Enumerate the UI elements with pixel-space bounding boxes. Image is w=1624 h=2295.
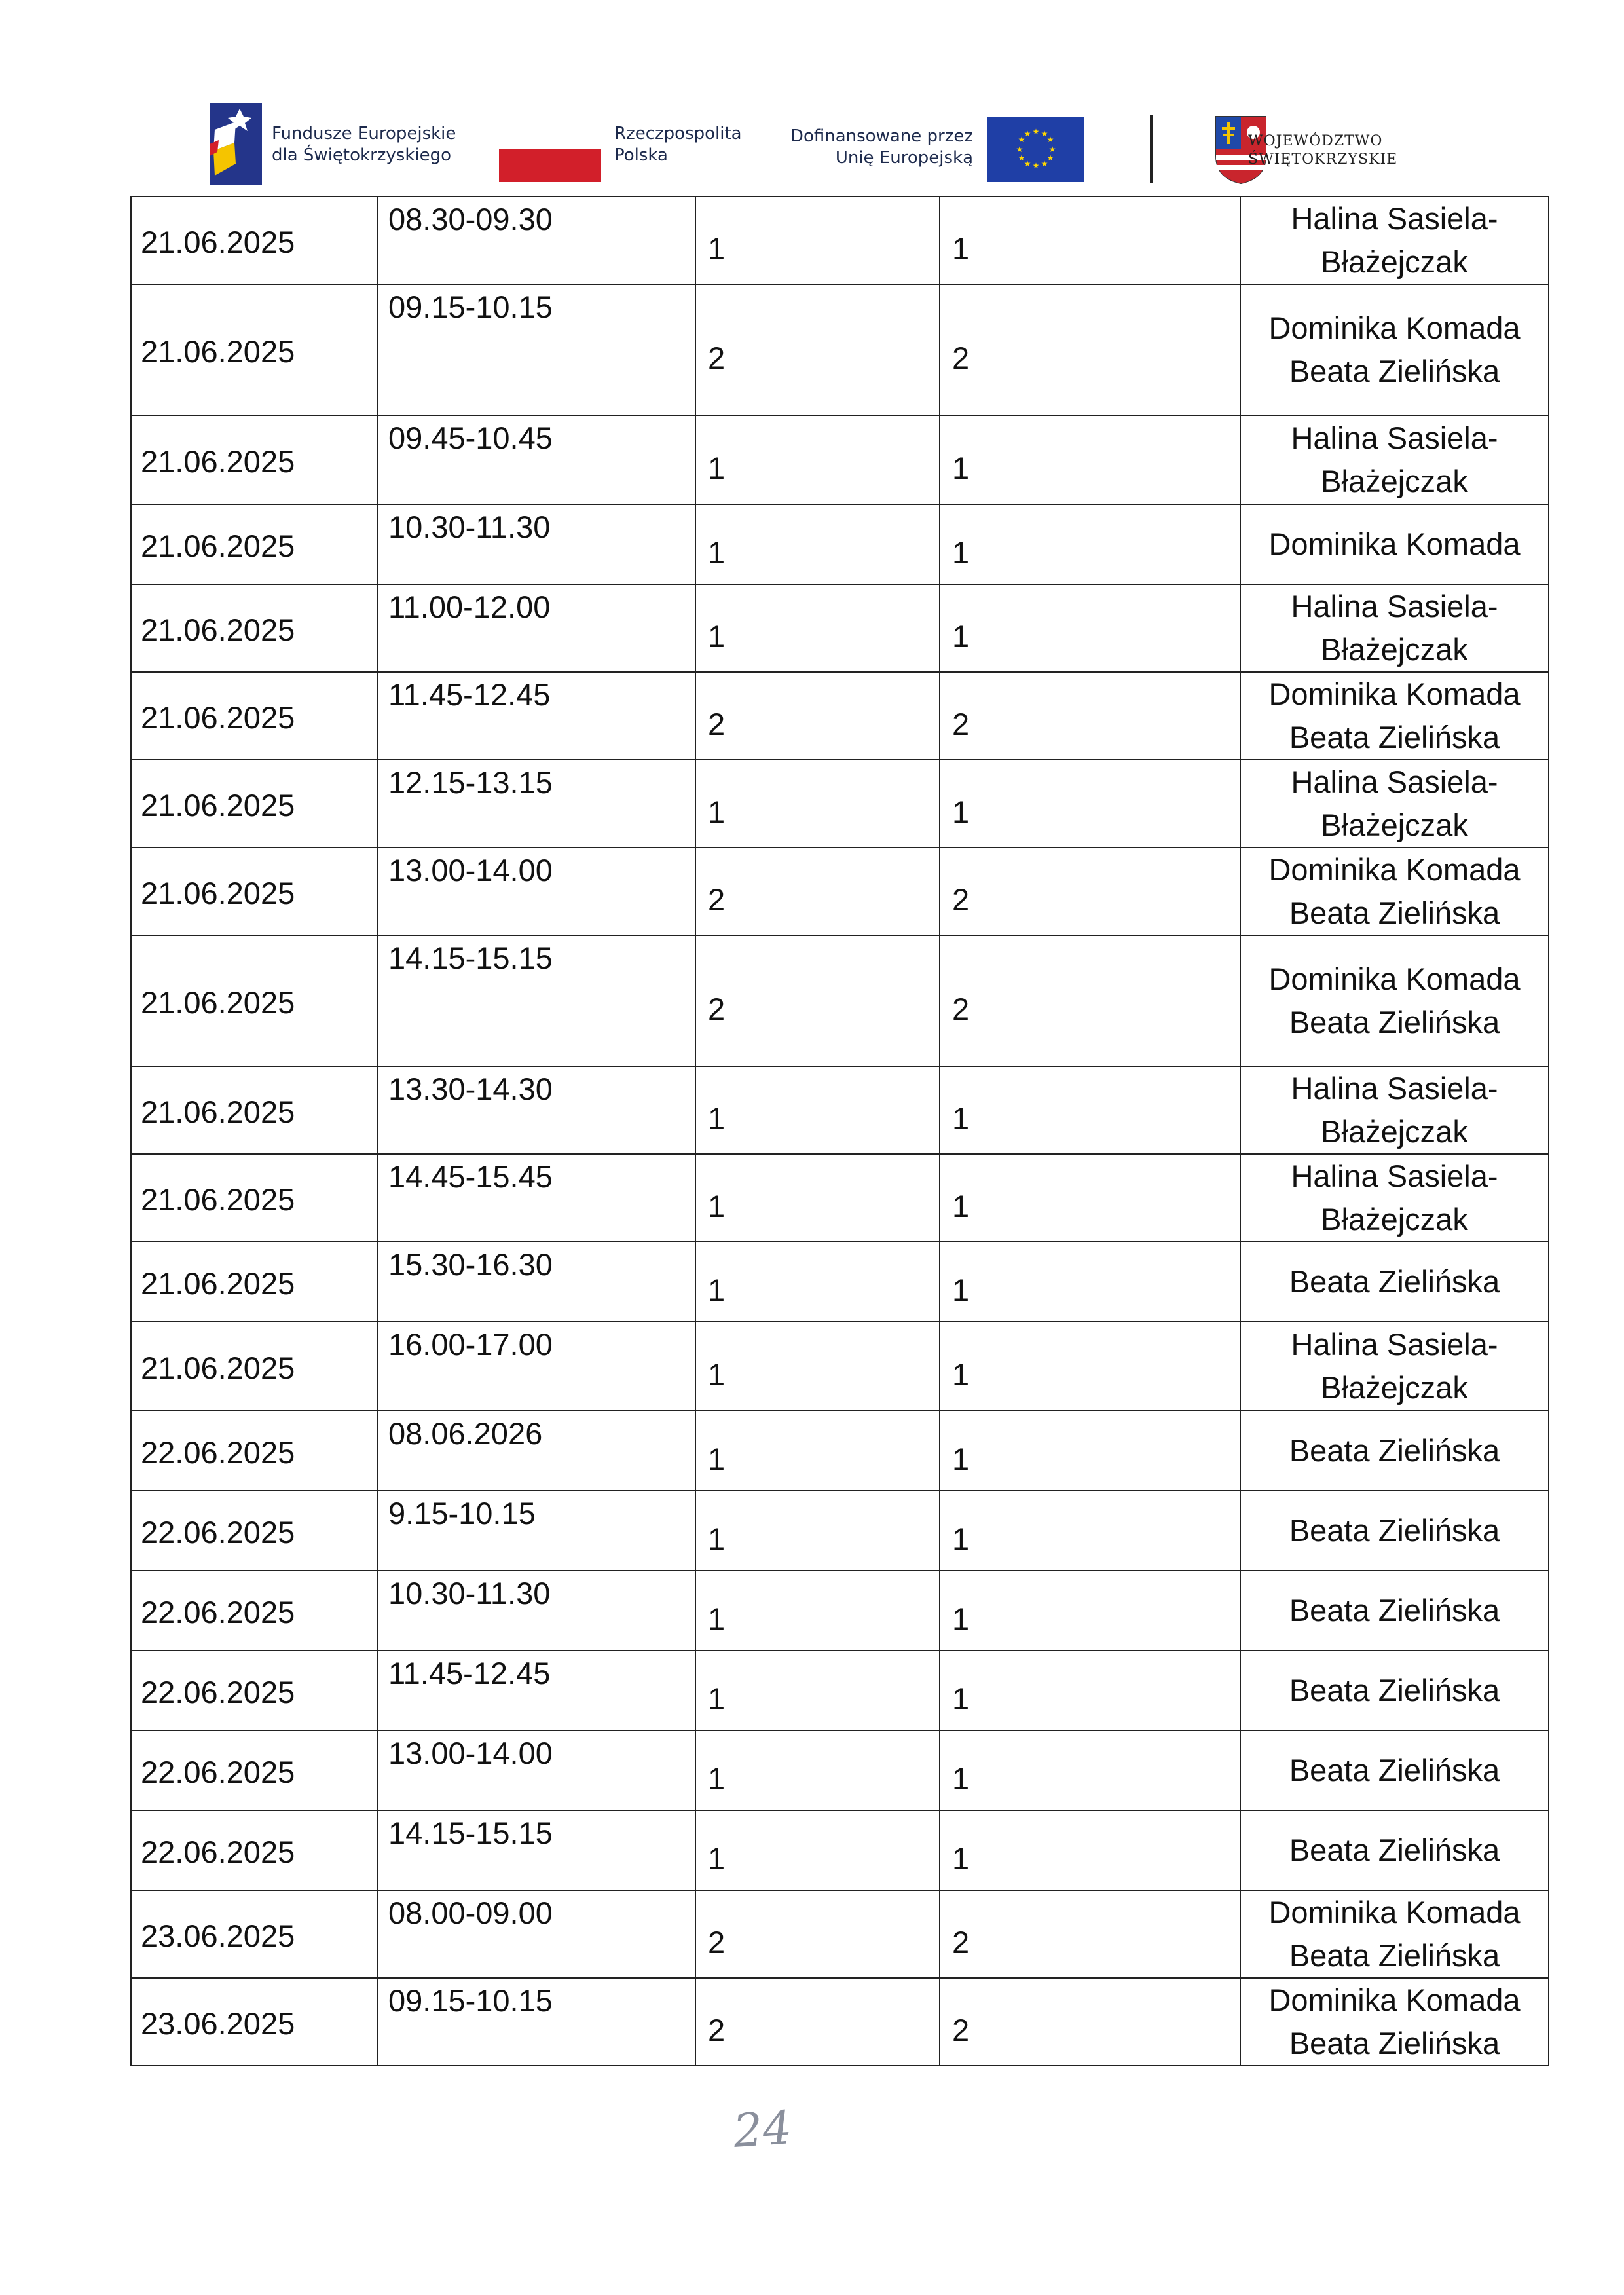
staff-name-line1: Halina Sasiela- — [1291, 764, 1498, 799]
count-b-text: 1 — [952, 1188, 970, 1223]
count-a-text: 1 — [708, 1681, 726, 1716]
table-row — [131, 415, 1549, 504]
count-a-text: 2 — [708, 882, 726, 917]
time-text: 14.45-15.45 — [388, 1159, 553, 1194]
date-text: 22.06.2025 — [141, 1674, 295, 1709]
staff-name-line1: Dominika Komada — [1268, 310, 1521, 345]
time-cell — [377, 196, 695, 284]
count-b-cell — [940, 1571, 1240, 1651]
staff-name-line1: Beata Zielińska — [1289, 1833, 1500, 1867]
count-a-cell — [695, 672, 940, 760]
staff-cell — [1240, 415, 1549, 504]
ue-line2: Unię Europejską — [835, 147, 973, 168]
staff-cell — [1240, 1978, 1549, 2066]
time-text: 11.45-12.45 — [388, 677, 551, 712]
count-a-cell — [695, 935, 940, 1066]
date-text: 21.06.2025 — [141, 1094, 295, 1129]
date-cell — [131, 1154, 377, 1242]
staff-name-line1: Beata Zielińska — [1289, 1593, 1500, 1628]
count-b-text: 2 — [952, 2012, 970, 2047]
count-a-cell — [695, 1322, 940, 1411]
count-a-cell — [695, 760, 940, 848]
count-a-cell — [695, 848, 940, 935]
time-text: 16.00-17.00 — [388, 1327, 553, 1362]
count-b-cell — [940, 196, 1240, 284]
svg-text:★: ★ — [1016, 145, 1024, 154]
table-row — [131, 935, 1549, 1066]
table-row — [131, 1066, 1549, 1154]
schedule-body — [131, 196, 1549, 2066]
count-b-text: 1 — [952, 1521, 970, 1556]
count-b-cell — [940, 1066, 1240, 1154]
count-a-text: 2 — [708, 340, 726, 375]
count-a-text: 1 — [708, 1272, 726, 1307]
count-b-cell — [940, 584, 1240, 672]
date-cell — [131, 672, 377, 760]
table-row — [131, 848, 1549, 935]
date-cell — [131, 1978, 377, 2066]
count-a-cell — [695, 504, 940, 584]
staff-name-line2: Błażejczak — [1321, 244, 1468, 279]
svg-text:★: ★ — [1041, 129, 1048, 138]
svg-text:★: ★ — [1048, 145, 1056, 154]
date-text: 22.06.2025 — [141, 1754, 295, 1789]
count-a-text: 1 — [708, 1188, 726, 1223]
count-b-text: 1 — [952, 1681, 970, 1716]
svg-text:★: ★ — [1046, 135, 1054, 144]
count-a-text: 1 — [708, 534, 726, 570]
date-cell — [131, 1651, 377, 1730]
time-text: 09.45-10.45 — [388, 420, 553, 455]
date-text: 21.06.2025 — [141, 984, 295, 1020]
svg-text:★: ★ — [1032, 161, 1040, 170]
staff-name-line1: Dominika Komada — [1268, 961, 1521, 996]
wojewodztwo-label — [1248, 132, 1397, 168]
staff-name-line2: Beata Zielińska — [1289, 1005, 1500, 1039]
date-text: 21.06.2025 — [141, 1182, 295, 1217]
staff-name-line1: Halina Sasiela- — [1291, 1159, 1498, 1193]
fundusze-europejskie-label — [272, 123, 456, 166]
svg-text:★: ★ — [1046, 153, 1054, 162]
count-a-cell — [695, 1154, 940, 1242]
staff-cell — [1240, 196, 1549, 284]
count-a-cell — [695, 1491, 940, 1571]
table-row — [131, 672, 1549, 760]
count-a-cell — [695, 284, 940, 415]
staff-cell — [1240, 1066, 1549, 1154]
eu-flag-icon — [987, 117, 1084, 182]
count-b-text: 1 — [952, 1601, 970, 1636]
count-b-cell — [940, 848, 1240, 935]
table-row — [131, 1730, 1549, 1810]
time-text: 14.15-15.15 — [388, 1816, 553, 1850]
date-text: 22.06.2025 — [141, 1514, 295, 1550]
svg-text:★: ★ — [1018, 153, 1025, 162]
staff-name-line1: Halina Sasiela- — [1291, 1071, 1498, 1106]
staff-cell — [1240, 935, 1549, 1066]
staff-cell — [1240, 504, 1549, 584]
count-a-cell — [695, 1890, 940, 1978]
date-cell — [131, 504, 377, 584]
count-b-text: 1 — [952, 534, 970, 570]
fe-line1: Fundusze Europejskie — [272, 124, 456, 143]
fe-line2: dla Świętokrzyskiego — [272, 145, 452, 165]
date-cell — [131, 1571, 377, 1651]
date-cell — [131, 1730, 377, 1810]
table-row — [131, 196, 1549, 284]
count-b-cell — [940, 760, 1240, 848]
time-text: 15.30-16.30 — [388, 1247, 553, 1282]
time-text: 13.00-14.00 — [388, 1736, 553, 1770]
time-text: 10.30-11.30 — [388, 510, 551, 544]
date-cell — [131, 1242, 377, 1322]
date-text: 21.06.2025 — [141, 612, 295, 647]
staff-cell — [1240, 1810, 1549, 1890]
staff-name-line1: Dominika Komada — [1268, 852, 1521, 887]
time-cell — [377, 672, 695, 760]
fundusze-europejskie-logo-icon — [210, 103, 262, 185]
staff-name-line1: Beata Zielińska — [1289, 1433, 1500, 1468]
count-a-text: 1 — [708, 1521, 726, 1556]
count-b-text: 1 — [952, 1356, 970, 1392]
time-cell — [377, 1322, 695, 1411]
staff-name-line1: Beata Zielińska — [1289, 1753, 1500, 1787]
count-b-text: 1 — [952, 231, 970, 266]
count-a-cell — [695, 1411, 940, 1491]
staff-name-line2: Błażejczak — [1321, 1370, 1468, 1405]
count-b-cell — [940, 504, 1240, 584]
time-cell — [377, 415, 695, 504]
ws-line2: ŚWIĘTOKRZYSKIE — [1248, 151, 1398, 168]
staff-name-line1: Dominika Komada — [1268, 1983, 1521, 2017]
date-text: 21.06.2025 — [141, 787, 295, 823]
count-b-text: 1 — [952, 794, 970, 829]
count-b-text: 1 — [952, 1100, 970, 1136]
staff-name-line1: Beata Zielińska — [1289, 1673, 1500, 1707]
count-b-cell — [940, 1322, 1240, 1411]
count-b-cell — [940, 415, 1240, 504]
table-row — [131, 1242, 1549, 1322]
svg-text:★: ★ — [1032, 127, 1040, 136]
time-text: 08.30-09.30 — [388, 202, 553, 236]
staff-name-line1: Halina Sasiela- — [1291, 420, 1498, 455]
staff-name-line2: Błażejczak — [1321, 808, 1468, 842]
count-b-cell — [940, 1491, 1240, 1571]
table-row — [131, 1890, 1549, 1978]
time-text: 11.45-12.45 — [388, 1656, 551, 1690]
date-cell — [131, 1322, 377, 1411]
count-a-cell — [695, 1730, 940, 1810]
table-row — [131, 1322, 1549, 1411]
table-row — [131, 584, 1549, 672]
count-a-text: 1 — [708, 231, 726, 266]
table-row — [131, 1491, 1549, 1571]
table-row — [131, 760, 1549, 848]
table-row — [131, 1571, 1549, 1651]
count-a-cell — [695, 1571, 940, 1651]
count-a-cell — [695, 1066, 940, 1154]
svg-text:★: ★ — [1041, 159, 1048, 168]
poland-flag-icon — [499, 115, 601, 181]
staff-cell — [1240, 1154, 1549, 1242]
staff-cell — [1240, 1411, 1549, 1491]
table-row — [131, 1411, 1549, 1491]
staff-cell — [1240, 284, 1549, 415]
count-b-text: 2 — [952, 882, 970, 917]
count-a-cell — [695, 1651, 940, 1730]
date-cell — [131, 935, 377, 1066]
count-b-text: 1 — [952, 1272, 970, 1307]
date-cell — [131, 584, 377, 672]
table-row — [131, 504, 1549, 584]
count-a-text: 1 — [708, 794, 726, 829]
time-cell — [377, 504, 695, 584]
count-b-text: 2 — [952, 1924, 970, 1960]
time-text: 13.30-14.30 — [388, 1072, 553, 1106]
date-cell — [131, 1810, 377, 1890]
count-b-cell — [940, 1651, 1240, 1730]
time-text: 09.15-10.15 — [388, 1983, 553, 2018]
time-cell — [377, 1730, 695, 1810]
staff-name-line1: Halina Sasiela- — [1291, 1327, 1498, 1362]
count-a-text: 1 — [708, 450, 726, 485]
date-cell — [131, 284, 377, 415]
count-b-cell — [940, 935, 1240, 1066]
count-a-cell — [695, 415, 940, 504]
date-text: 22.06.2025 — [141, 1834, 295, 1869]
table-row — [131, 1810, 1549, 1890]
count-a-text: 1 — [708, 1441, 726, 1476]
staff-cell — [1240, 1730, 1549, 1810]
staff-name-line2: Beata Zielińska — [1289, 2026, 1500, 2061]
count-a-text: 2 — [708, 1924, 726, 1960]
time-cell — [377, 1066, 695, 1154]
count-b-text: 2 — [952, 991, 970, 1026]
staff-name-line1: Beata Zielińska — [1289, 1513, 1500, 1548]
count-b-cell — [940, 1242, 1240, 1322]
staff-cell — [1240, 1322, 1549, 1411]
date-text: 21.06.2025 — [141, 224, 295, 259]
time-cell — [377, 848, 695, 935]
ws-line1: WOJEWÓDZTWO — [1248, 133, 1383, 149]
staff-cell — [1240, 672, 1549, 760]
count-b-text: 1 — [952, 1441, 970, 1476]
count-a-text: 2 — [708, 991, 726, 1026]
staff-name-line1: Dominika Komada — [1268, 1895, 1521, 1930]
count-b-text: 2 — [952, 706, 970, 741]
time-text: 11.00-12.00 — [388, 589, 551, 624]
time-text: 08.06.2026 — [388, 1416, 543, 1451]
count-a-text: 1 — [708, 1761, 726, 1796]
table-row — [131, 1978, 1549, 2066]
svg-text:★: ★ — [1018, 135, 1025, 144]
date-cell — [131, 848, 377, 935]
count-a-text: 2 — [708, 2012, 726, 2047]
count-a-text: 1 — [708, 618, 726, 654]
time-cell — [377, 1651, 695, 1730]
time-text: 9.15-10.15 — [388, 1496, 536, 1531]
date-cell — [131, 760, 377, 848]
count-a-cell — [695, 584, 940, 672]
count-b-cell — [940, 284, 1240, 415]
count-b-text: 1 — [952, 1840, 970, 1876]
time-cell — [377, 1890, 695, 1978]
date-cell — [131, 1491, 377, 1571]
count-b-text: 2 — [952, 340, 970, 375]
staff-cell — [1240, 1571, 1549, 1651]
time-cell — [377, 1154, 695, 1242]
date-text: 23.06.2025 — [141, 2006, 295, 2041]
table-row — [131, 1154, 1549, 1242]
rzeczpospolita-label — [614, 123, 742, 166]
rp-line1: Rzeczpospolita — [614, 124, 742, 143]
rp-line2: Polska — [614, 145, 668, 165]
date-cell — [131, 1890, 377, 1978]
staff-name-line1: Beata Zielińska — [1289, 1264, 1500, 1299]
time-text: 14.15-15.15 — [388, 941, 553, 975]
schedule-table — [130, 196, 1549, 2066]
staff-cell — [1240, 760, 1549, 848]
count-b-text: 1 — [952, 450, 970, 485]
date-cell — [131, 196, 377, 284]
time-cell — [377, 1242, 695, 1322]
staff-name-line2: Beata Zielińska — [1289, 720, 1500, 755]
date-text: 21.06.2025 — [141, 700, 295, 735]
time-cell — [377, 1978, 695, 2066]
time-text: 10.30-11.30 — [388, 1576, 551, 1611]
staff-name-line2: Błażejczak — [1321, 632, 1468, 667]
count-b-cell — [940, 1411, 1240, 1491]
staff-cell — [1240, 1242, 1549, 1322]
count-b-cell — [940, 1810, 1240, 1890]
count-b-text: 1 — [952, 618, 970, 654]
time-cell — [377, 1571, 695, 1651]
staff-name-line2: Błażejczak — [1321, 464, 1468, 498]
time-cell — [377, 1491, 695, 1571]
count-a-text: 1 — [708, 1356, 726, 1392]
count-a-cell — [695, 196, 940, 284]
time-cell — [377, 1411, 695, 1491]
date-text: 21.06.2025 — [141, 1265, 295, 1301]
table-row — [131, 1651, 1549, 1730]
staff-name-line1: Dominika Komada — [1268, 677, 1521, 711]
count-b-cell — [940, 1890, 1240, 1978]
staff-name-line2: Beata Zielińska — [1289, 1938, 1500, 1973]
svg-text:★: ★ — [1024, 129, 1031, 138]
logo-divider — [1150, 115, 1153, 183]
date-text: 22.06.2025 — [141, 1434, 295, 1470]
staff-cell — [1240, 848, 1549, 935]
date-text: 21.06.2025 — [141, 333, 295, 369]
staff-name-line2: Beata Zielińska — [1289, 354, 1500, 388]
date-text: 21.06.2025 — [141, 443, 295, 479]
count-a-text: 1 — [708, 1840, 726, 1876]
svg-text:★: ★ — [1024, 159, 1031, 168]
logo-bar — [0, 0, 1624, 196]
date-text: 22.06.2025 — [141, 1594, 295, 1630]
count-b-cell — [940, 1154, 1240, 1242]
count-b-cell — [940, 1978, 1240, 2066]
staff-name-line1: Dominika Komada — [1268, 527, 1521, 561]
staff-name-line1: Halina Sasiela- — [1291, 589, 1498, 624]
date-text: 21.06.2025 — [141, 875, 295, 910]
count-a-cell — [695, 1978, 940, 2066]
staff-cell — [1240, 1890, 1549, 1978]
time-cell — [377, 935, 695, 1066]
staff-cell — [1240, 1651, 1549, 1730]
count-b-text: 1 — [952, 1761, 970, 1796]
staff-cell — [1240, 1491, 1549, 1571]
time-text: 09.15-10.15 — [388, 289, 553, 324]
time-text: 08.00-09.00 — [388, 1895, 553, 1930]
time-cell — [377, 760, 695, 848]
count-a-cell — [695, 1242, 940, 1322]
staff-name-line1: Halina Sasiela- — [1291, 201, 1498, 236]
time-text: 13.00-14.00 — [388, 853, 553, 887]
time-cell — [377, 1810, 695, 1890]
date-cell — [131, 1411, 377, 1491]
date-text: 23.06.2025 — [141, 1918, 295, 1953]
count-a-text: 2 — [708, 706, 726, 741]
count-a-text: 1 — [708, 1100, 726, 1136]
time-cell — [377, 284, 695, 415]
time-text: 12.15-13.15 — [388, 765, 553, 800]
count-a-cell — [695, 1810, 940, 1890]
eu-funding-label — [783, 126, 973, 168]
date-cell — [131, 1066, 377, 1154]
count-b-cell — [940, 672, 1240, 760]
staff-cell — [1240, 584, 1549, 672]
handwritten-page-number: 24 — [731, 2100, 794, 2159]
staff-name-line2: Beata Zielińska — [1289, 895, 1500, 930]
date-text: 21.06.2025 — [141, 1350, 295, 1385]
ue-line1: Dofinansowane przez — [790, 126, 973, 146]
staff-name-line2: Błażejczak — [1321, 1114, 1468, 1149]
count-b-cell — [940, 1730, 1240, 1810]
time-cell — [377, 584, 695, 672]
date-text: 21.06.2025 — [141, 528, 295, 563]
count-a-text: 1 — [708, 1601, 726, 1636]
staff-name-line2: Błażejczak — [1321, 1202, 1468, 1237]
table-row — [131, 284, 1549, 415]
date-cell — [131, 415, 377, 504]
